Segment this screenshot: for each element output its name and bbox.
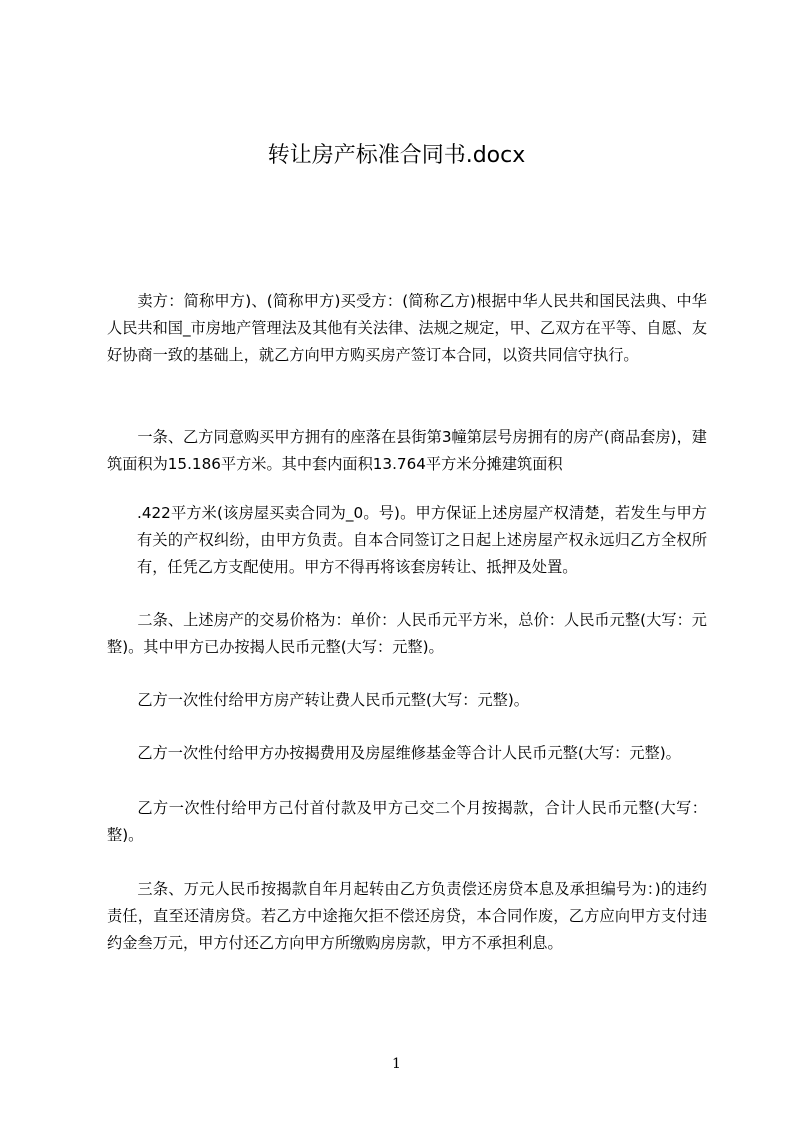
clause-2-paragraph: 二条、上述房产的交易价格为：单价：人民币元平方米，总价：人民币元整(大写：元整)。其中甲方已办按揭人民币元整(大写：元整)。 [107, 611, 707, 656]
preamble-paragraph: 卖方：简称甲方)、(简称甲方)买受方：(简称乙方)根据中华人民共和国民法典、中华人民共和国_市房地产管理法及其他有关法律、法规之规定，甲、乙双方在平等、自愿、友好协商一致的基础上，就乙方向甲方购买房产签订本合同，以资共同信守执行。 [107, 292, 707, 364]
mortgage-fee-paragraph: 乙方一次性付给甲方办按揭费用及房屋维修基金等合计人民币元整(大写：元整)。 [137, 744, 681, 762]
clause-1-paragraph: 一条、乙方同意购买甲方拥有的座落在县街第3幢第层号房拥有的房产(商品套房)，建筑面积为15.186平方米。其中套内面积13.764平方米分摊建筑面积 [107, 428, 707, 473]
down-payment-paragraph: 乙方一次性付给甲方己付首付款及甲方己交二个月按揭款，合计人民币元整(大写：整)。 [107, 799, 707, 844]
document-title: 转让房产标准合同书.docx [267, 143, 526, 168]
transfer-fee-paragraph: 乙方一次性付给甲方房产转让费人民币元整(大写：元整)。 [137, 691, 529, 709]
clause-1-continuation-paragraph: .422平方米(该房屋买卖合同为_0。号)。甲方保证上述房屋产权清楚，若发生与甲方有关的产权纠纷，由甲方负责。自本合同签订之日起上述房屋产权永远归乙方全权所有，任凭乙方支配使用。甲方不得再将该套房转让、抵押及处置。 [137, 504, 707, 576]
clause-3-paragraph: 三条、万元人民币按揭款自年月起转由乙方负责偿还房贷本息及承担编号为：)的违约责任，直至还清房贷。若乙方中途拖欠拒不偿还房贷，本合同作废，乙方应向甲方支付违约金叁万元，甲方付还乙方向甲方所缴购房房款，甲方不承担利息。 [107, 880, 707, 952]
page-number: 1 [392, 1056, 401, 1072]
